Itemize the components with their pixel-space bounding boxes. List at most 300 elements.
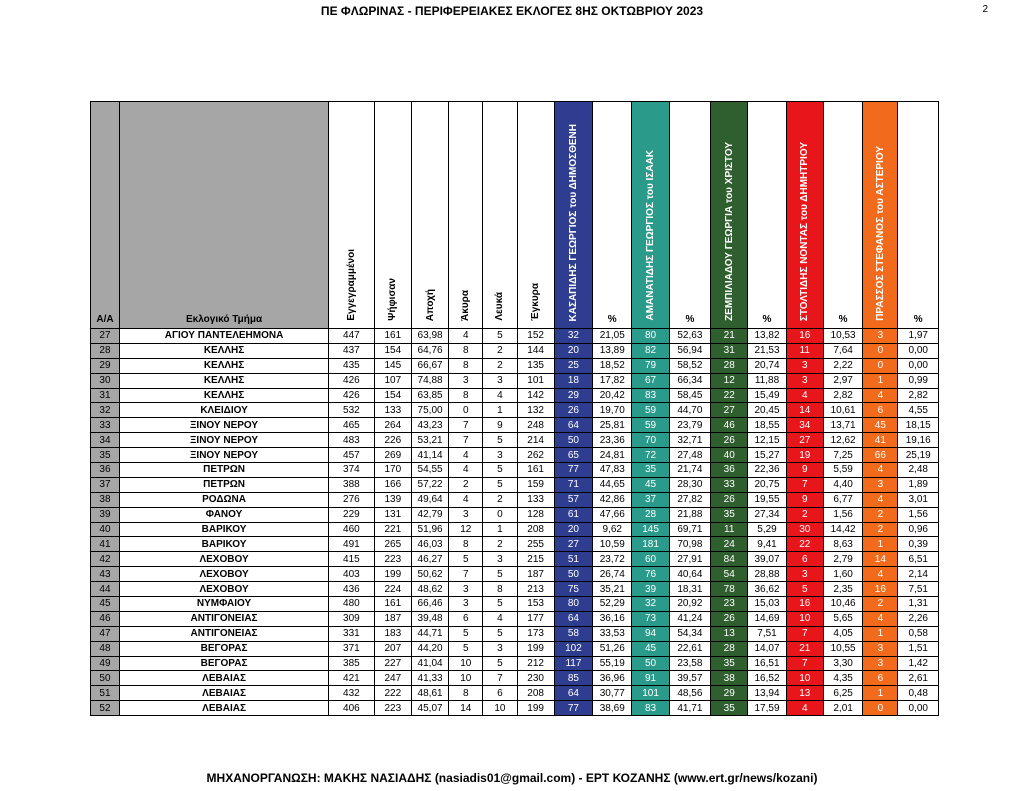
cell-cand3-votes: 35 (711, 507, 748, 522)
cell-invalid: 6 (449, 611, 483, 626)
table-row (91, 463, 939, 478)
cell-cand3-votes: 28 (711, 358, 748, 373)
cell-cand4-votes: 16 (786, 597, 823, 612)
cell-cand2-pct: 70,98 (669, 537, 710, 552)
cell-cand4-votes: 7 (786, 626, 823, 641)
cell-registered: 457 (329, 448, 375, 463)
candidate-4-name: ΣΤΟΛΤΙΔΗΣ ΝΟΝΤΑΣ του ΔΗΜΗΤΡΙΟΥ (799, 141, 811, 321)
cell-cand4-votes: 30 (786, 522, 823, 537)
cell-cand1-votes: 50 (554, 433, 592, 448)
cell-cand1-votes: 64 (554, 418, 592, 433)
page-number: 2 (982, 4, 988, 15)
cell-valid: 132 (517, 403, 554, 418)
cell-valid: 187 (517, 567, 554, 582)
cell-cand1-pct: 47,66 (593, 507, 632, 522)
cell-cand2-pct: 58,45 (669, 388, 710, 403)
cell-cand4-pct: 1,60 (823, 567, 862, 582)
cell-blank: 5 (483, 433, 517, 448)
cell-abstention: 46,03 (411, 537, 448, 552)
cell-section: ΒΑΡΙΚΟΥ (119, 537, 328, 552)
cell-cand3-votes: 12 (711, 373, 748, 388)
cell-cand4-pct: 7,25 (823, 448, 862, 463)
cell-cand3-pct: 15,27 (748, 448, 786, 463)
cell-invalid: 2 (449, 477, 483, 492)
cell-voted: 223 (374, 552, 411, 567)
cell-cand5-pct: 0,58 (898, 626, 939, 641)
cell-aa: 42 (91, 552, 120, 567)
cell-abstention: 45,07 (411, 701, 448, 716)
cell-cand5-votes: 3 (863, 656, 898, 671)
cell-cand3-pct: 18,55 (748, 418, 786, 433)
cell-cand1-votes: 18 (554, 373, 592, 388)
cell-cand1-pct: 47,83 (593, 463, 632, 478)
cell-aa: 34 (91, 433, 120, 448)
table-row (91, 448, 939, 463)
cell-registered: 229 (329, 507, 375, 522)
header-pct-1: % (593, 102, 632, 329)
cell-invalid: 3 (449, 373, 483, 388)
cell-cand3-pct: 27,34 (748, 507, 786, 522)
cell-cand4-votes: 7 (786, 477, 823, 492)
cell-section: ΠΕΤΡΩΝ (119, 463, 328, 478)
cell-voted: 227 (374, 656, 411, 671)
cell-cand2-pct: 40,64 (669, 567, 710, 582)
footer-credits: ΜΗΧΑΝΟΡΓΑΝΩΣΗ: ΜΑΚΗΣ ΝΑΣΙΑΔΗΣ (nasiadis01@gmail.com) - ΕΡΤ ΚΟΖΑΝΗΣ (www.ert.gr/news/kozani) (206, 771, 818, 785)
cell-cand2-votes: 67 (632, 373, 669, 388)
cell-blank: 3 (483, 448, 517, 463)
cell-cand5-pct: 1,42 (898, 656, 939, 671)
cell-invalid: 4 (449, 448, 483, 463)
cell-registered: 435 (329, 358, 375, 373)
table-row (91, 343, 939, 358)
cell-registered: 385 (329, 656, 375, 671)
cell-blank: 2 (483, 358, 517, 373)
cell-cand5-pct: 2,26 (898, 611, 939, 626)
cell-aa: 35 (91, 448, 120, 463)
cell-cand5-votes: 1 (863, 626, 898, 641)
cell-cand3-pct: 13,94 (748, 686, 786, 701)
cell-invalid: 0 (449, 403, 483, 418)
cell-cand4-votes: 9 (786, 463, 823, 478)
cell-cand5-votes: 3 (863, 329, 898, 344)
cell-cand5-votes: 6 (863, 671, 898, 686)
cell-invalid: 3 (449, 582, 483, 597)
cell-cand4-votes: 7 (786, 656, 823, 671)
cell-blank: 5 (483, 597, 517, 612)
cell-valid: 208 (517, 522, 554, 537)
cell-cand4-pct: 2,35 (823, 582, 862, 597)
cell-valid: 213 (517, 582, 554, 597)
cell-cand5-votes: 41 (863, 433, 898, 448)
cell-cand4-pct: 2,79 (823, 552, 862, 567)
cell-cand1-pct: 52,29 (593, 597, 632, 612)
cell-voted: 166 (374, 477, 411, 492)
cell-section: ΛΕΒΑΙΑΣ (119, 671, 328, 686)
cell-cand2-votes: 50 (632, 656, 669, 671)
cell-blank: 1 (483, 522, 517, 537)
cell-voted: 226 (374, 433, 411, 448)
cell-cand5-pct: 0,48 (898, 686, 939, 701)
cell-cand2-votes: 145 (632, 522, 669, 537)
cell-section: ΒΕΓΟΡΑΣ (119, 656, 328, 671)
cell-cand5-votes: 2 (863, 507, 898, 522)
header-valid-label: Έγκυρα (530, 283, 542, 321)
cell-voted: 199 (374, 567, 411, 582)
cell-cand4-votes: 21 (786, 641, 823, 656)
cell-cand5-votes: 1 (863, 686, 898, 701)
header-pct-3: % (748, 102, 786, 329)
header-valid (517, 102, 554, 329)
cell-voted: 183 (374, 626, 411, 641)
cell-invalid: 8 (449, 388, 483, 403)
cell-cand4-pct: 10,55 (823, 641, 862, 656)
cell-cand5-pct: 1,89 (898, 477, 939, 492)
cell-section: ΦΑΝΟΥ (119, 507, 328, 522)
cell-cand2-votes: 76 (632, 567, 669, 582)
cell-aa: 46 (91, 611, 120, 626)
cell-blank: 5 (483, 567, 517, 582)
cell-cand2-pct: 58,52 (669, 358, 710, 373)
cell-blank: 4 (483, 388, 517, 403)
table-row (91, 388, 939, 403)
cell-cand3-votes: 22 (711, 388, 748, 403)
cell-cand3-votes: 21 (711, 329, 748, 344)
cell-cand2-pct: 48,56 (669, 686, 710, 701)
cell-cand2-pct: 20,92 (669, 597, 710, 612)
header-abstention-label: Αποχή (424, 288, 436, 321)
cell-section: ΑΝΤΙΓΟΝΕΙΑΣ (119, 626, 328, 641)
cell-invalid: 5 (449, 626, 483, 641)
cell-section: ΛΕΧΟΒΟΥ (119, 552, 328, 567)
cell-cand3-pct: 16,51 (748, 656, 786, 671)
cell-voted: 139 (374, 492, 411, 507)
cell-cand3-votes: 26 (711, 433, 748, 448)
cell-aa: 50 (91, 671, 120, 686)
cell-cand3-votes: 23 (711, 597, 748, 612)
cell-cand3-pct: 16,52 (748, 671, 786, 686)
header-voted-label: Ψήφισαν (387, 278, 399, 321)
candidate-5-name: ΠΡΑΣΣΟΣ ΣΤΕΦΑΝΟΣ του ΑΣΤΕΡΙΟΥ (874, 146, 886, 321)
cell-cand1-pct: 44,65 (593, 477, 632, 492)
cell-cand5-votes: 3 (863, 477, 898, 492)
cell-cand3-pct: 11,88 (748, 373, 786, 388)
cell-aa: 44 (91, 582, 120, 597)
cell-cand3-votes: 36 (711, 463, 748, 478)
cell-registered: 331 (329, 626, 375, 641)
cell-registered: 465 (329, 418, 375, 433)
cell-voted: 154 (374, 388, 411, 403)
table-row (91, 507, 939, 522)
cell-abstention: 63,98 (411, 329, 448, 344)
cell-abstention: 50,62 (411, 567, 448, 582)
cell-cand5-votes: 14 (863, 552, 898, 567)
cell-blank: 4 (483, 611, 517, 626)
cell-invalid: 4 (449, 463, 483, 478)
cell-invalid: 7 (449, 418, 483, 433)
cell-abstention: 46,27 (411, 552, 448, 567)
cell-abstention: 41,14 (411, 448, 448, 463)
cell-cand1-votes: 25 (554, 358, 592, 373)
cell-section: ΡΟΔΩΝΑ (119, 492, 328, 507)
page-title: ΠΕ ΦΛΩΡΙΝΑΣ - ΠΕΡΙΦΕΡΕΙΑΚΕΣ ΕΚΛΟΓΕΣ 8ΗΣ ΟΚΤΩΒΡΙΟΥ 2023 (320, 4, 704, 18)
cell-section: ΛΕΒΑΙΑΣ (119, 686, 328, 701)
cell-cand3-pct: 28,88 (748, 567, 786, 582)
cell-cand5-votes: 4 (863, 463, 898, 478)
cell-cand1-pct: 42,86 (593, 492, 632, 507)
cell-valid: 215 (517, 552, 554, 567)
cell-cand2-votes: 94 (632, 626, 669, 641)
cell-cand1-pct: 10,59 (593, 537, 632, 552)
cell-cand1-pct: 55,19 (593, 656, 632, 671)
cell-cand3-pct: 17,59 (748, 701, 786, 716)
cell-cand5-votes: 4 (863, 611, 898, 626)
cell-cand1-pct: 36,96 (593, 671, 632, 686)
cell-cand4-votes: 34 (786, 418, 823, 433)
header-candidate-5 (863, 102, 898, 329)
table-row (91, 552, 939, 567)
cell-valid: 199 (517, 701, 554, 716)
cell-invalid: 4 (449, 329, 483, 344)
cell-invalid: 3 (449, 507, 483, 522)
cell-cand4-votes: 3 (786, 358, 823, 373)
cell-blank: 3 (483, 373, 517, 388)
cell-cand5-votes: 0 (863, 701, 898, 716)
cell-registered: 426 (329, 388, 375, 403)
cell-voted: 161 (374, 597, 411, 612)
cell-aa: 41 (91, 537, 120, 552)
cell-cand3-pct: 12,15 (748, 433, 786, 448)
cell-cand4-votes: 5 (786, 582, 823, 597)
cell-cand1-pct: 26,74 (593, 567, 632, 582)
table-row (91, 418, 939, 433)
cell-cand5-pct: 1,31 (898, 597, 939, 612)
cell-cand1-votes: 26 (554, 403, 592, 418)
cell-cand5-pct: 0,00 (898, 343, 939, 358)
cell-cand5-pct: 3,01 (898, 492, 939, 507)
cell-cand5-pct: 0,39 (898, 537, 939, 552)
header-voted (374, 102, 411, 329)
cell-section: ΚΕΛΛΗΣ (119, 388, 328, 403)
cell-section: ΝΥΜΦΑΙΟΥ (119, 597, 328, 612)
cell-cand3-votes: 11 (711, 522, 748, 537)
cell-cand5-votes: 6 (863, 403, 898, 418)
cell-cand4-pct: 13,71 (823, 418, 862, 433)
cell-cand4-pct: 4,35 (823, 671, 862, 686)
cell-cand2-pct: 23,79 (669, 418, 710, 433)
cell-voted: 207 (374, 641, 411, 656)
cell-voted: 247 (374, 671, 411, 686)
cell-cand1-votes: 65 (554, 448, 592, 463)
cell-cand5-pct: 19,16 (898, 433, 939, 448)
cell-voted: 265 (374, 537, 411, 552)
cell-cand2-pct: 66,34 (669, 373, 710, 388)
cell-blank: 7 (483, 671, 517, 686)
cell-cand5-pct: 1,97 (898, 329, 939, 344)
cell-cand1-votes: 61 (554, 507, 592, 522)
cell-cand4-pct: 10,61 (823, 403, 862, 418)
cell-cand5-pct: 6,51 (898, 552, 939, 567)
cell-cand1-pct: 23,36 (593, 433, 632, 448)
header-aa: Α/Α (91, 102, 120, 329)
cell-registered: 532 (329, 403, 375, 418)
cell-cand1-votes: 77 (554, 463, 592, 478)
cell-cand1-votes: 51 (554, 552, 592, 567)
cell-section: ΑΝΤΙΓΟΝΕΙΑΣ (119, 611, 328, 626)
cell-cand4-pct: 2,97 (823, 373, 862, 388)
cell-cand1-pct: 9,62 (593, 522, 632, 537)
cell-cand2-pct: 18,31 (669, 582, 710, 597)
cell-cand3-votes: 33 (711, 477, 748, 492)
cell-cand2-votes: 60 (632, 552, 669, 567)
cell-cand2-votes: 83 (632, 388, 669, 403)
cell-cand1-pct: 35,21 (593, 582, 632, 597)
cell-cand5-pct: 0,99 (898, 373, 939, 388)
cell-cand1-votes: 102 (554, 641, 592, 656)
cell-registered: 421 (329, 671, 375, 686)
cell-section: ΛΕΧΟΒΟΥ (119, 582, 328, 597)
cell-cand5-votes: 1 (863, 373, 898, 388)
cell-abstention: 66,46 (411, 597, 448, 612)
cell-blank: 3 (483, 552, 517, 567)
cell-invalid: 8 (449, 358, 483, 373)
cell-cand4-votes: 3 (786, 567, 823, 582)
cell-cand3-votes: 84 (711, 552, 748, 567)
cell-aa: 37 (91, 477, 120, 492)
cell-blank: 5 (483, 463, 517, 478)
cell-section: ΑΓΙΟΥ ΠΑΝΤΕΛΕΗΜΟΝΑ (119, 329, 328, 344)
cell-valid: 230 (517, 671, 554, 686)
cell-cand3-pct: 9,41 (748, 537, 786, 552)
cell-cand2-pct: 69,71 (669, 522, 710, 537)
cell-section: ΚΕΛΛΗΣ (119, 343, 328, 358)
cell-registered: 371 (329, 641, 375, 656)
table-row (91, 611, 939, 626)
cell-cand2-pct: 27,91 (669, 552, 710, 567)
cell-cand4-votes: 4 (786, 388, 823, 403)
cell-cand4-pct: 12,62 (823, 433, 862, 448)
cell-abstention: 51,96 (411, 522, 448, 537)
cell-cand1-votes: 57 (554, 492, 592, 507)
cell-valid: 199 (517, 641, 554, 656)
cell-aa: 30 (91, 373, 120, 388)
cell-cand4-votes: 11 (786, 343, 823, 358)
cell-registered: 415 (329, 552, 375, 567)
cell-cand3-votes: 35 (711, 701, 748, 716)
cell-cand1-votes: 50 (554, 567, 592, 582)
cell-cand4-votes: 10 (786, 671, 823, 686)
results-body (91, 329, 939, 716)
cell-abstention: 53,21 (411, 433, 448, 448)
cell-cand2-votes: 35 (632, 463, 669, 478)
cell-cand4-pct: 3,30 (823, 656, 862, 671)
cell-aa: 43 (91, 567, 120, 582)
cell-abstention: 63,85 (411, 388, 448, 403)
cell-aa: 36 (91, 463, 120, 478)
cell-cand4-pct: 2,01 (823, 701, 862, 716)
cell-cand3-pct: 13,82 (748, 329, 786, 344)
cell-cand2-votes: 101 (632, 686, 669, 701)
cell-cand5-votes: 3 (863, 641, 898, 656)
cell-cand1-pct: 18,52 (593, 358, 632, 373)
table-row (91, 477, 939, 492)
cell-cand2-pct: 22,61 (669, 641, 710, 656)
cell-abstention: 54,55 (411, 463, 448, 478)
cell-aa: 33 (91, 418, 120, 433)
cell-abstention: 41,33 (411, 671, 448, 686)
cell-cand1-votes: 64 (554, 686, 592, 701)
cell-cand1-pct: 20,42 (593, 388, 632, 403)
cell-abstention: 41,04 (411, 656, 448, 671)
cell-cand4-pct: 14,42 (823, 522, 862, 537)
header-pct-2: % (669, 102, 710, 329)
cell-registered: 388 (329, 477, 375, 492)
cell-cand3-votes: 28 (711, 641, 748, 656)
cell-valid: 133 (517, 492, 554, 507)
cell-cand2-pct: 54,34 (669, 626, 710, 641)
cell-section: ΒΕΓΟΡΑΣ (119, 641, 328, 656)
cell-cand2-pct: 56,94 (669, 343, 710, 358)
cell-blank: 9 (483, 418, 517, 433)
cell-cand2-votes: 70 (632, 433, 669, 448)
cell-valid: 159 (517, 477, 554, 492)
cell-cand4-pct: 7,64 (823, 343, 862, 358)
cell-cand1-pct: 19,70 (593, 403, 632, 418)
cell-blank: 3 (483, 641, 517, 656)
cell-cand3-pct: 21,53 (748, 343, 786, 358)
cell-cand3-pct: 19,55 (748, 492, 786, 507)
cell-cand5-pct: 2,82 (898, 388, 939, 403)
header-invalid-label: Άκυρα (460, 290, 472, 321)
cell-cand5-pct: 2,61 (898, 671, 939, 686)
cell-voted: 187 (374, 611, 411, 626)
cell-cand2-votes: 91 (632, 671, 669, 686)
cell-voted: 224 (374, 582, 411, 597)
cell-cand2-votes: 80 (632, 329, 669, 344)
cell-registered: 374 (329, 463, 375, 478)
cell-section: ΚΕΛΛΗΣ (119, 373, 328, 388)
cell-valid: 255 (517, 537, 554, 552)
cell-cand3-votes: 38 (711, 671, 748, 686)
cell-cand4-pct: 2,22 (823, 358, 862, 373)
cell-cand3-votes: 29 (711, 686, 748, 701)
cell-voted: 264 (374, 418, 411, 433)
cell-cand2-pct: 27,48 (669, 448, 710, 463)
cell-voted: 154 (374, 343, 411, 358)
cell-cand4-pct: 6,25 (823, 686, 862, 701)
cell-cand4-votes: 27 (786, 433, 823, 448)
cell-cand1-votes: 71 (554, 477, 592, 492)
cell-cand4-votes: 13 (786, 686, 823, 701)
header-registered (329, 102, 375, 329)
cell-cand3-votes: 24 (711, 537, 748, 552)
cell-voted: 133 (374, 403, 411, 418)
cell-cand5-pct: 25,19 (898, 448, 939, 463)
cell-voted: 145 (374, 358, 411, 373)
cell-cand5-votes: 4 (863, 567, 898, 582)
table-row (91, 492, 939, 507)
cell-cand2-pct: 44,70 (669, 403, 710, 418)
cell-registered: 432 (329, 686, 375, 701)
cell-abstention: 39,48 (411, 611, 448, 626)
cell-cand1-votes: 27 (554, 537, 592, 552)
cell-cand3-votes: 40 (711, 448, 748, 463)
cell-cand5-votes: 1 (863, 537, 898, 552)
cell-registered: 480 (329, 597, 375, 612)
cell-cand1-votes: 75 (554, 582, 592, 597)
cell-cand3-votes: 13 (711, 626, 748, 641)
cell-cand3-votes: 78 (711, 582, 748, 597)
cell-cand3-pct: 5,29 (748, 522, 786, 537)
